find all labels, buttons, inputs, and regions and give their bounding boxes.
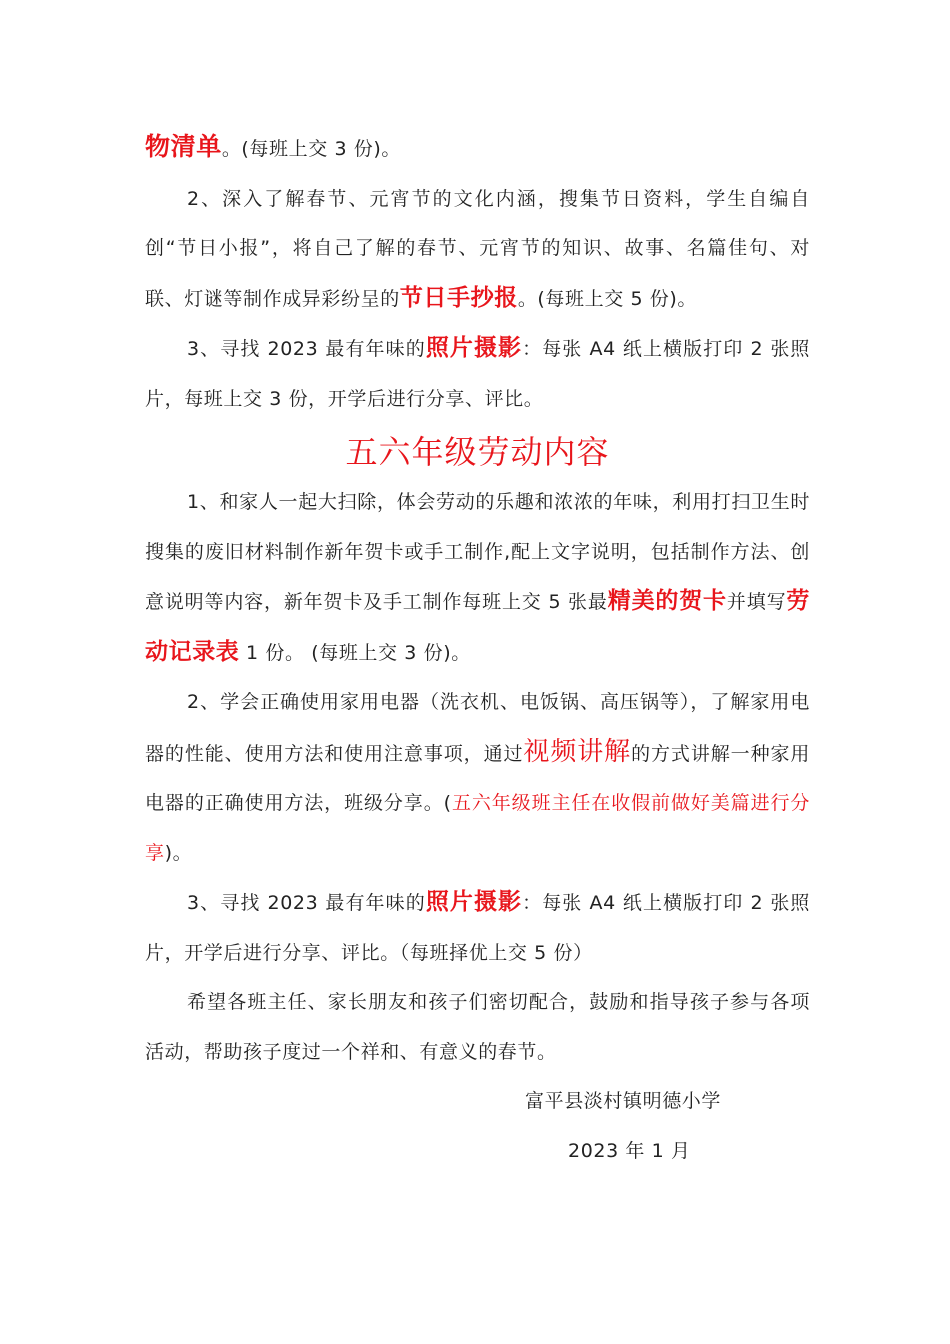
section-heading: 五六年级劳动内容 <box>345 433 610 471</box>
item-b3-tail: ：每张 A4 纸上横版打印 2 张照片，开学后进行分享、评比。（每班择优上交 5 份） <box>145 892 810 964</box>
item-b1-middle: 并填写 <box>726 591 787 613</box>
highlight-festival-newspaper: 节日手抄报 <box>399 284 518 311</box>
highlight-item-list: 物清单 <box>145 132 222 161</box>
item-a3-text: 3、寻找 2023 最有年味的 <box>187 338 426 360</box>
item-b1-tail: 1 份。 (每班上交 3 份)。 <box>239 641 471 664</box>
item-b1-text: 1、和家人一起大扫除，体会劳动的乐趣和浓浓的年味，利用打扫卫生时搜集的废旧材料制作新年贺卡或手工制作,配上文字说明，包括制作方法、创意说明等内容，新年贺卡及手工制作每班上交 5 张最 <box>145 491 810 613</box>
paragraph-closing: 希望各班主任、家长朋友和孩子们密切配合，鼓励和指导孩子参与各项活动，帮助孩子度过一个祥和、有意义的春节。 <box>145 991 810 1063</box>
signature-date: 2023 年 1 月 <box>568 1139 691 1162</box>
document-page <box>145 122 810 1176</box>
highlight-photography-2: 照片摄影 <box>425 889 523 915</box>
red-note: 五六年级班主任在收假前做好美篇进行分享 <box>145 792 810 864</box>
item-a3-tail: ：每张 A4 纸上横版打印 2 张照片，每班上交 3 份，开学后进行分享、评比。 <box>145 338 810 410</box>
item-a2-text: 2、深入了解春节、元宵节的文化内涵，搜集节日资料，学生自编自创“节日小报”，将自己了解的春节、元宵节的知识、故事、名篇佳句、对联、灯谜等制作成异彩纷呈的 <box>145 187 810 310</box>
highlight-labor-record: 劳动记录表 <box>145 588 811 665</box>
paragraph-continuation <box>145 122 810 175</box>
item-b2-text: 2、学会正确使用家用电器（洗衣机、电饭锅、高压锅等），了解家用电器的性能、使用方法和使用注意事项，通过 <box>145 691 810 765</box>
highlight-video-explanation: 视频讲解 <box>523 736 632 767</box>
item-b2-middle: 的方式讲解一种家用电器的正确使用方法，班级分享。( <box>145 742 811 814</box>
paragraph-item-a2 <box>145 175 810 325</box>
item-b2-tail: )。 <box>164 841 193 864</box>
continuation-text: 。(每班上交 3 份)。 <box>221 138 402 160</box>
paragraph-item-a3 <box>145 324 810 424</box>
highlight-greeting-card: 精美的贺卡 <box>607 588 727 614</box>
item-a2-tail: 。(每班上交 5 份)。 <box>517 287 698 310</box>
paragraph-item-b2 <box>145 678 810 878</box>
item-b3-text: 3、寻找 2023 最有年味的 <box>187 892 426 914</box>
signature-school: 富平县淡村镇明德小学 <box>525 1090 722 1112</box>
paragraph-item-b1 <box>145 478 810 678</box>
paragraph-item-b3 <box>145 878 810 978</box>
highlight-photography: 照片摄影 <box>425 335 523 361</box>
